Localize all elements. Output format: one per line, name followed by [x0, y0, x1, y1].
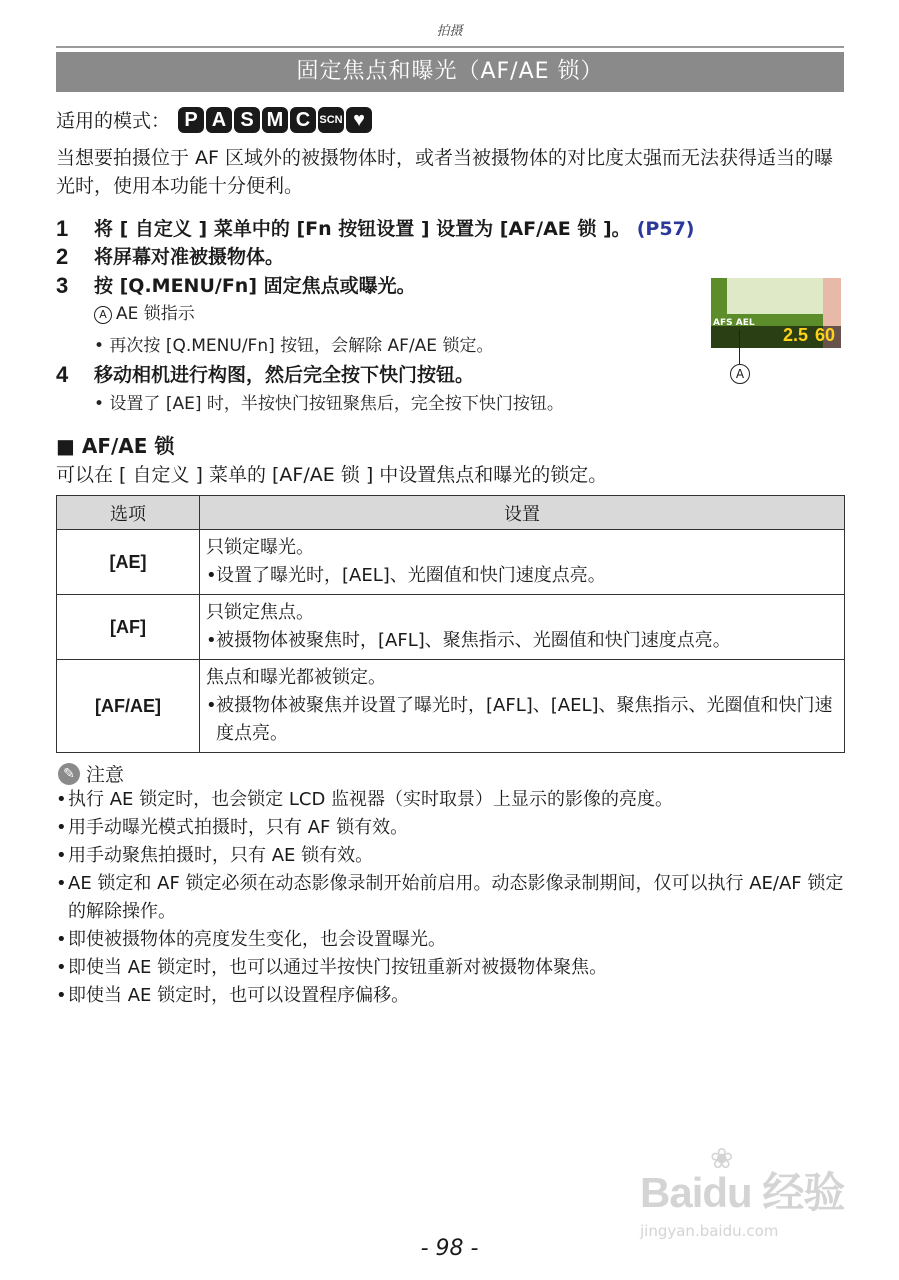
table-row: [57, 660, 845, 753]
setting-bullet: 被摄物体被聚焦并设置了曝光时，[AFL]、[AEL]、聚焦指示、光圈值和快门速度点亮。: [216, 695, 833, 744]
pencil-icon: ✎: [58, 763, 80, 785]
shutter-value: 60: [815, 325, 836, 345]
header-divider: [56, 46, 844, 48]
camera-screen-image: [711, 278, 841, 348]
column-header-option: 选项: [57, 496, 200, 530]
step-number: 1: [56, 216, 69, 241]
step-3: [56, 273, 416, 299]
notes-heading: [58, 760, 124, 787]
baidu-watermark: [640, 1142, 850, 1240]
setting-bullet: 设置了曝光时，[AEL]、光圈值和快门速度点亮。: [216, 565, 606, 586]
step-text: 将 [ 自定义 ] 菜单中的 [Fn 按钮设置 ] 设置为 [AF/AE 锁 ]。: [94, 218, 631, 240]
setting-cell: 只锁定焦点。 • 被摄物体被聚焦时，[AFL]、聚焦指示、光圈值和快门速度点亮。: [200, 595, 845, 660]
step-4-note: • 设置了 [AE] 时，半按快门按钮聚焦后，完全按下快门按钮。: [94, 394, 564, 414]
table-row: [57, 530, 845, 595]
option-cell: [AF]: [57, 595, 200, 660]
list-item: • 用手动聚焦拍摄时，只有 AE 锁有效。: [56, 845, 374, 866]
modes-label: 适用的模式：: [56, 110, 171, 132]
section-header: 拍摄: [436, 24, 463, 39]
ae-lock-indicator-label: A AE 锁指示: [94, 302, 195, 326]
step-text: 按 [Q.MENU/Fn] 固定焦点或曝光。: [94, 275, 416, 297]
mode-p-icon: P: [178, 107, 204, 133]
lock-options-table: [56, 495, 845, 753]
notes-title: 注意: [86, 764, 125, 786]
setting-line: 只锁定曝光。: [206, 537, 314, 558]
setting-cell: 只锁定曝光。 • 设置了曝光时，[AEL]、光圈值和快门速度点亮。: [200, 530, 845, 595]
watermark-logo: Baidu 经验: [640, 1169, 845, 1216]
column-header-setting: 设置: [200, 496, 845, 530]
option-cell: [AE]: [57, 530, 200, 595]
page-title: 固定焦点和曝光（AF/AE 锁）: [56, 52, 844, 92]
marker-a-icon: A: [94, 306, 112, 324]
callout-line: [739, 330, 740, 364]
table-header-row: [57, 496, 845, 530]
mode-a-icon: A: [206, 107, 232, 133]
mode-creative-icon: ♥: [346, 107, 372, 133]
intro-paragraph: 当想要拍摄位于 AF 区域外的被摄物体时，或者当被摄物体的对比度太强而无法获得适当的曝光时，使用本功能十分便利。: [56, 147, 834, 197]
list-item: • 即使被摄物体的亮度发生变化，也会设置曝光。: [56, 929, 446, 950]
mode-c-icon: C: [290, 107, 316, 133]
section-title: ■ AF/AE 锁: [56, 434, 175, 458]
option-cell: [AF/AE]: [57, 660, 200, 753]
step-number: 2: [56, 244, 69, 269]
list-item: • 执行 AE 锁定时，也会锁定 LCD 监视器（实时取景）上显示的影像的亮度。: [56, 789, 674, 810]
page-number: - 98 -: [420, 1236, 479, 1261]
step-3-note: • 再次按 [Q.MENU/Fn] 按钮，会解除 AF/AE 锁定。: [94, 336, 494, 356]
list-item: • 即使当 AE 锁定时，也可以设置程序偏移。: [56, 985, 410, 1006]
setting-line: 只锁定焦点。: [206, 602, 314, 623]
step-text: 将屏幕对准被摄物体。: [94, 246, 285, 268]
page-reference-link[interactable]: (P57): [636, 218, 695, 240]
list-item: • 即使当 AE 锁定时，也可以通过半按快门按钮重新对被摄物体聚焦。: [56, 957, 608, 978]
setting-cell: 焦点和曝光都被锁定。 • 被摄物体被聚焦并设置了曝光时，[AFL]、[AEL]、聚焦指示、光圈值和快门速度点亮。: [200, 660, 845, 753]
mode-s-icon: S: [234, 107, 260, 133]
notes-list: [56, 786, 848, 1010]
callout-marker-a: A: [730, 364, 750, 384]
mode-scn-icon: SCN: [318, 107, 344, 133]
list-item: • AE 锁定和 AF 锁定必须在动态影像录制开始前启用。动态影像录制期间，仅可以执行 AE/AF 锁定的解除操作。: [56, 873, 844, 922]
step-number: 4: [56, 362, 69, 387]
step-2: [56, 244, 284, 270]
step-number: 3: [56, 273, 69, 298]
section-description: 可以在 [ 自定义 ] 菜单的 [AF/AE 锁 ] 中设置焦点和曝光的锁定。: [56, 464, 608, 486]
step-text: 移动相机进行构图，然后完全按下快门按钮。: [94, 364, 475, 386]
watermark-url: jingyan.baidu.com: [640, 1222, 779, 1240]
afs-ael-indicator: AFS AEL: [713, 318, 755, 328]
applicable-modes: [56, 106, 374, 133]
table-row: [57, 595, 845, 660]
setting-line: 焦点和曝光都被锁定。: [206, 667, 386, 688]
step-1: [56, 216, 694, 242]
paw-icon: ❀: [710, 1142, 734, 1175]
mode-m-icon: M: [262, 107, 288, 133]
aperture-value: 2.5: [783, 325, 809, 345]
setting-bullet: 被摄物体被聚焦时，[AFL]、聚焦指示、光圈值和快门速度点亮。: [216, 630, 731, 651]
list-item: • 用手动曝光模式拍摄时，只有 AF 锁有效。: [56, 817, 409, 838]
mode-icons: [178, 107, 374, 133]
step-4: [56, 362, 474, 388]
